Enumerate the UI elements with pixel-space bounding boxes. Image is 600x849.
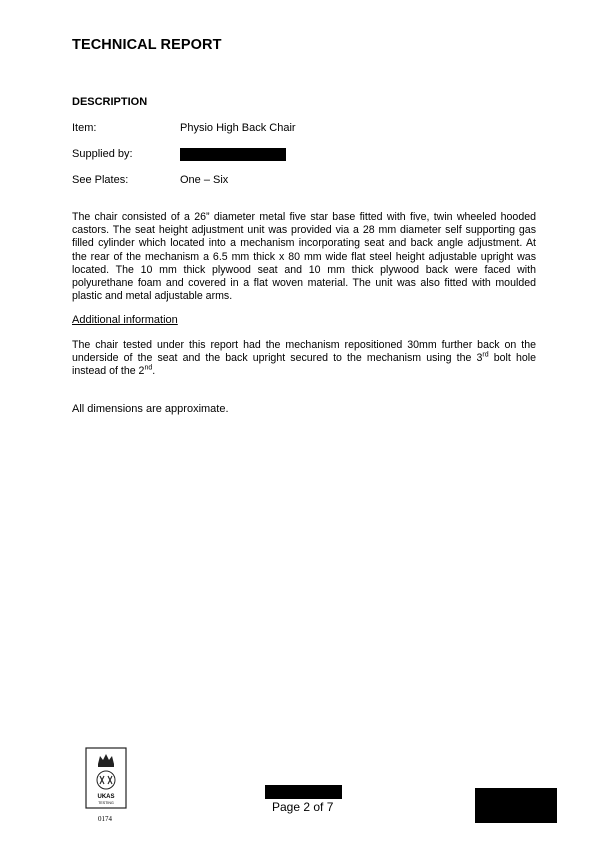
redacted-supplier-block	[180, 148, 286, 161]
ukas-code: 0174	[98, 815, 112, 823]
ukas-text: UKAS	[97, 794, 115, 800]
ukas-logo	[84, 746, 128, 815]
ukas-subtext: TESTING	[98, 801, 114, 805]
description-paragraph: The chair consisted of a 26” diameter metal five star base fitted with five, twin wheeled hooded castors. The seat height adjustment unit was provided via a 28 mm diameter self supporting gas filled cylinder which located into a mechanism incorporating seat and back angle adjustment. At the rear of the mechanism a 6.5 mm thick x 80 mm wide flat steel height adjustable upright was located. The 10 mm thick plywood seat and 10 mm thick plywood back were faced with polyurethane foam and covered in a flat woven material. The unit was also fitted with moulded plastic and metal adjustable arms.	[72, 211, 536, 303]
field-label-plates: See Plates:	[72, 174, 129, 186]
field-value-item: Physio High Back Chair	[180, 122, 296, 134]
field-label-item: Item:	[72, 122, 97, 134]
redacted-footer-block	[265, 785, 342, 799]
report-title: TECHNICAL REPORT	[72, 37, 222, 53]
field-label-supplier: Supplied by:	[72, 148, 133, 160]
additional-info-heading: Additional information	[72, 314, 178, 326]
ukas-crown-icon	[84, 746, 128, 810]
section-heading: DESCRIPTION	[72, 96, 148, 108]
dimensions-note: All dimensions are approximate.	[72, 403, 229, 415]
redacted-corner-block	[475, 788, 557, 823]
page-number: Page 2 of 7	[272, 800, 334, 814]
field-value-plates: One – Six	[180, 174, 229, 186]
additional-info-paragraph: The chair tested under this report had the mechanism repositioned 30mm further back on the underside of the seat and the back upright secured to the mechanism using the 3rd bolt hole instead of the 2nd.	[72, 339, 536, 378]
